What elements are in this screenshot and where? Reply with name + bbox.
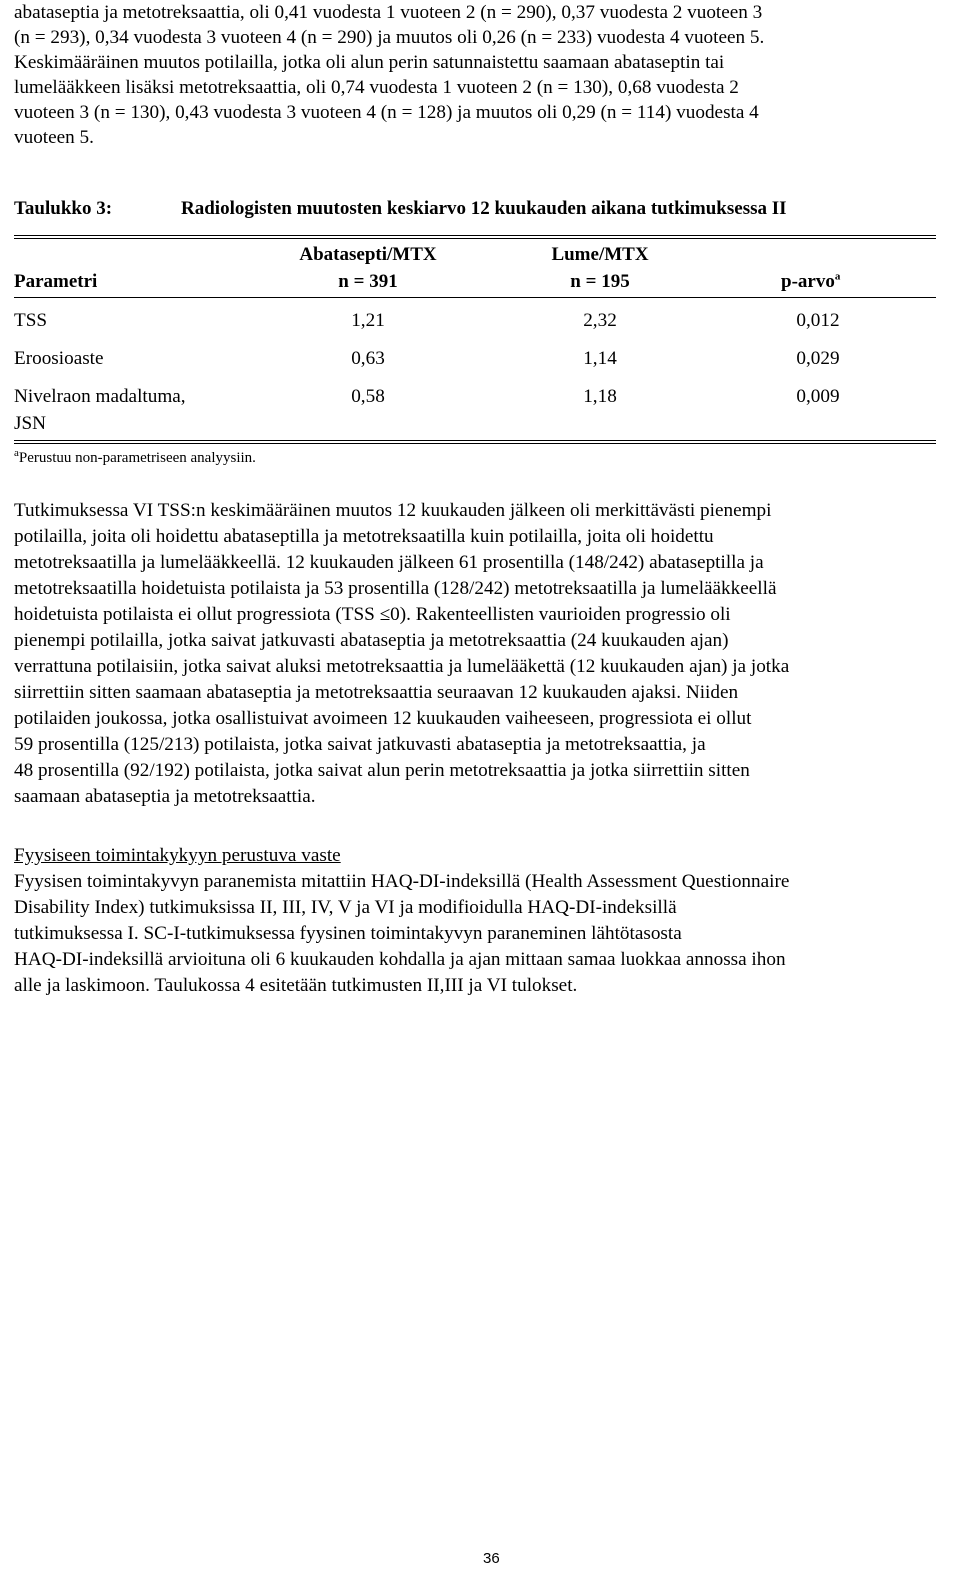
table-top-rule xyxy=(14,235,936,239)
text-line: potilailla, joita oli hoidettu abataseptilla ja metotreksaatilla kuin potilailla, joita oli hoidettu xyxy=(14,526,714,547)
text-line: vuoteen 5. xyxy=(14,127,94,148)
text-line: siirrettiin sitten saamaan abataseptia ja metotreksaattia seuraavan 12 kuukauden ajaksi. Niiden xyxy=(14,682,739,703)
row-value-lume: 2,32 xyxy=(583,310,617,331)
row-value-abatasepti: 0,58 xyxy=(351,386,385,407)
text-line: (n = 293), 0,34 vuodesta 3 vuoteen 4 (n = 290) ja muutos oli 0,26 (n = 233) vuodesta 4 vuoteen 5. xyxy=(14,27,765,48)
text-line: Tutkimuksessa VI TSS:n keskimääräinen muutos 12 kuukauden jälkeen oli merkittävästi pienempi xyxy=(14,500,772,521)
text-line: abataseptia ja metotreksaattia, oli 0,41 vuodesta 1 vuoteen 2 (n = 290), 0,37 vuodesta 2 vuoteen 3 xyxy=(14,2,763,23)
footnote-text: Perustuu non-parametriseen analyysiin. xyxy=(18,450,256,466)
text-line: Fyysisen toimintakyvyn paranemista mitattiin HAQ-DI-indeksillä (Health Assessment Questionnaire xyxy=(14,871,790,892)
text-line: Disability Index) tutkimuksissa II, III, IV, V ja VI ja modifioidulla HAQ-DI-indeksillä xyxy=(14,897,677,918)
table-header-rule xyxy=(14,297,936,298)
text-line: 48 prosentilla (92/192) potilaista, jotka saivat alun perin metotreksaattia ja jotka siirrettiin sitten xyxy=(14,760,750,781)
header-p-value-label: p-arvo xyxy=(781,271,835,292)
table-bottom-rule xyxy=(14,440,936,444)
text-line: verrattuna potilaisiin, jotka saivat aluksi metotreksaattia ja lumelääkettä (12 kuukauden ajan) ja jotka xyxy=(14,656,790,677)
row-value-abatasepti: 1,21 xyxy=(351,310,385,331)
text-line: saamaan abataseptia ja metotreksaattia. xyxy=(14,786,316,807)
text-line: pienempi potilailla, jotka saivat jatkuvasti abataseptia ja metotreksaattia (24 kuukauden ajan) xyxy=(14,630,729,651)
text-line: Keskimääräinen muutos potilailla, jotka oli alun perin satunnaistettu saamaan abataseptin tai xyxy=(14,52,725,73)
row-param: Eroosioaste xyxy=(14,348,104,369)
row-p-value: 0,029 xyxy=(796,348,840,369)
row-value-abatasepti: 0,63 xyxy=(351,348,385,369)
text-line: tutkimuksessa I. SC-I-tutkimuksessa fyysinen toimintakyvyn paraneminen lähtötasosta xyxy=(14,923,682,944)
table-label: Taulukko 3: xyxy=(14,198,113,219)
header-abatasepti-n: n = 391 xyxy=(338,271,398,292)
row-param-continued: JSN xyxy=(14,413,46,434)
header-lume-n: n = 195 xyxy=(570,271,630,292)
row-value-lume: 1,14 xyxy=(583,348,617,369)
header-parametri: Parametri xyxy=(14,271,98,292)
text-line: HAQ-DI-indeksillä arvioituna oli 6 kuukauden kohdalla ja ajan mittaan samaa luokkaa annossa ihon xyxy=(14,949,786,970)
footnote-marker: a xyxy=(834,270,841,283)
table-footnote xyxy=(14,447,256,467)
text-line: metotreksaatilla ja lumelääkkeellä. 12 kuukauden jälkeen 61 prosentilla (148/242) abataseptilla ja xyxy=(14,552,764,573)
text-line: potilaiden joukossa, jotka osallistuivat avoimeen 12 kuukauden vaiheeseen, progressiota ei ollut xyxy=(14,708,752,729)
text-line: hoidetuista potilaista ei ollut progressiota (TSS ≤0). Rakenteellisten vaurioiden progressio oli xyxy=(14,604,731,625)
row-value-lume: 1,18 xyxy=(583,386,617,407)
text-line: vuoteen 3 (n = 130), 0,43 vuodesta 3 vuoteen 4 (n = 128) ja muutos oli 0,29 (n = 114) vuodesta 4 xyxy=(14,102,759,123)
header-p-value xyxy=(781,271,840,293)
row-param: TSS xyxy=(14,310,48,331)
text-line: alle ja laskimoon. Taulukossa 4 esitetään tutkimusten II,III ja VI tulokset. xyxy=(14,975,578,996)
text-line: lumelääkkeen lisäksi metotreksaattia, oli 0,74 vuodesta 1 vuoteen 2 (n = 130), 0,68 vuodesta 2 xyxy=(14,77,739,98)
text-line: metotreksaatilla hoidetuista potilaista ja 53 prosentilla (128/242) metotreksaatilla ja lumelääkkeellä xyxy=(14,578,777,599)
page-number: 36 xyxy=(483,1550,500,1567)
table-title: Radiologisten muutosten keskiarvo 12 kuukauden aikana tutkimuksessa II xyxy=(181,198,787,219)
header-abatasepti: Abatasepti/MTX xyxy=(299,244,437,265)
row-param: Nivelraon madaltuma, xyxy=(14,386,186,407)
text-line: 59 prosentilla (125/213) potilaista, jotka saivat jatkuvasti abataseptia ja metotreksaattia, ja xyxy=(14,734,706,755)
row-p-value: 0,009 xyxy=(796,386,840,407)
footnote-marker: a xyxy=(14,447,19,459)
header-lume: Lume/MTX xyxy=(551,244,649,265)
section-heading: Fyysiseen toimintakykyyn perustuva vaste xyxy=(14,845,341,866)
row-p-value: 0,012 xyxy=(796,310,840,331)
